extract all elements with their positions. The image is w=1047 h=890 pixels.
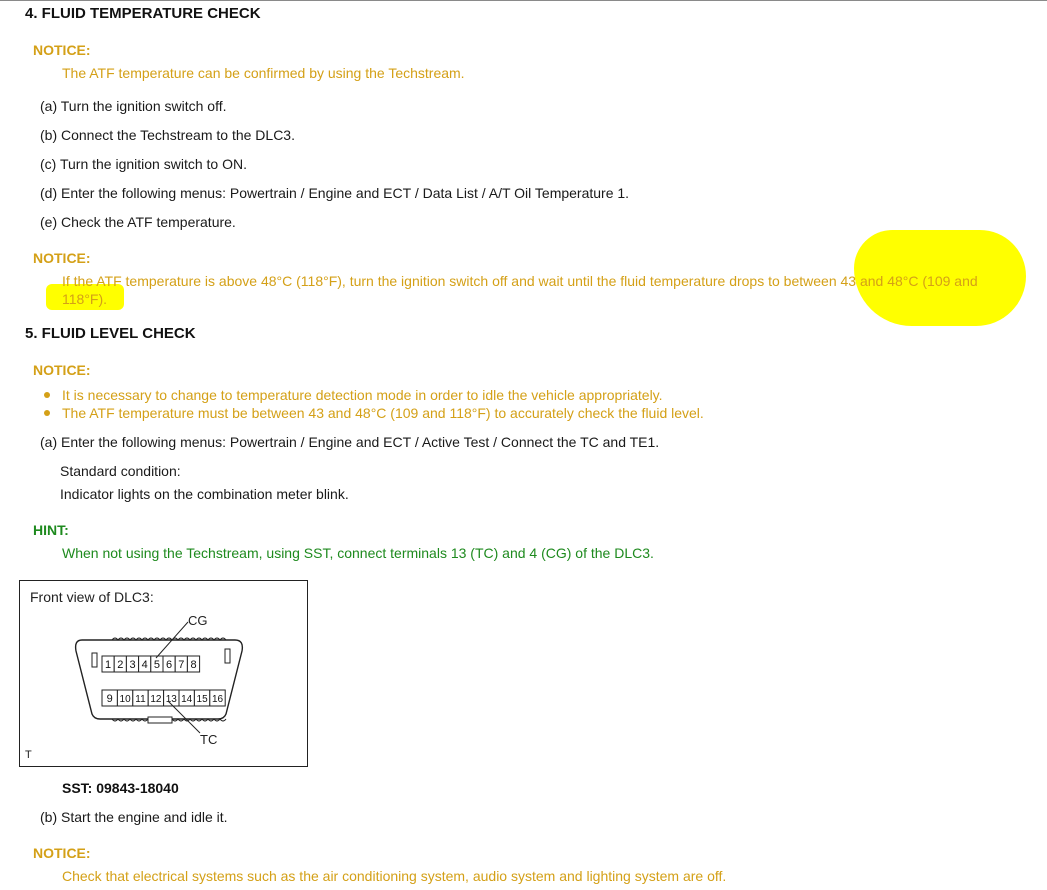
pin-number: 16 (211, 694, 224, 705)
dlc3-figure (19, 580, 308, 767)
step-a: (a) Enter the following menus: Powertrain / Engine and ECT / Active Test / Connect the TC and TE1. (40, 434, 660, 450)
dlc3-connector-drawing (20, 581, 307, 766)
pin-number: 8 (190, 659, 197, 671)
pin-number: 2 (117, 659, 124, 671)
notice-text-line-2: 118°F). (62, 291, 108, 307)
standard-condition-value: Indicator lights on the combination meter blink. (60, 486, 349, 502)
notice-bullet: The ATF temperature must be between 43 and 48°C (109 and 118°F) to accurately check the fluid level. (62, 405, 704, 421)
pin-number: 3 (129, 659, 136, 671)
bullet-icon (44, 410, 50, 416)
pin-number: 4 (141, 659, 148, 671)
hint-label: HINT: (33, 522, 69, 538)
step-d: (d) Enter the following menus: Powertrain / Engine and ECT / Data List / A/T Oil Temperature 1. (40, 185, 630, 201)
hint-text: When not using the Techstream, using SST, connect terminals 13 (TC) and 4 (CG) of the DLC3. (62, 545, 654, 561)
pin-number: 6 (166, 659, 173, 671)
pin-number: 11 (135, 694, 146, 705)
cg-label: CG (188, 613, 208, 628)
figure-title: Front view of DLC3: (30, 589, 154, 605)
pin-number: 12 (150, 694, 162, 705)
notice-label: NOTICE: (33, 362, 91, 378)
top-divider (0, 0, 1047, 1)
step-b: (b) Start the engine and idle it. (40, 809, 228, 825)
pin-number: 14 (181, 694, 193, 705)
notice-text: Check that electrical systems such as the air conditioning system, audio system and lighting system are off. (62, 868, 727, 884)
sst-number: SST: 09843-18040 (62, 780, 179, 796)
standard-condition-label: Standard condition: (60, 463, 181, 479)
figure-corner-mark: T (25, 749, 32, 761)
tc-label: TC (200, 732, 218, 747)
pin-number: 5 (153, 659, 160, 671)
step-c: (c) Turn the ignition switch to ON. (40, 156, 247, 172)
notice-text-line-1: If the ATF temperature is above 48°C (118°F), turn the ignition switch off and wait until the fluid temperature drops to between 43 and 48°C (109 and (62, 273, 978, 289)
pin-number: 1 (105, 659, 112, 671)
pin-number: 15 (196, 694, 208, 705)
connector-latch (92, 653, 97, 667)
notice-text: The ATF temperature can be confirmed by using the Techstream. (62, 65, 465, 81)
step-b: (b) Connect the Techstream to the DLC3. (40, 127, 295, 143)
bullet-icon (44, 392, 50, 398)
step-e: (e) Check the ATF temperature. (40, 214, 236, 230)
pin-number: 10 (119, 694, 131, 705)
pin-number: 7 (178, 659, 185, 671)
pin-number: 9 (106, 693, 113, 705)
top-pin-row (102, 656, 200, 672)
pin-number: 13 (165, 694, 177, 705)
connector-key (148, 717, 172, 723)
step-a: (a) Turn the ignition switch off. (40, 98, 227, 114)
notice-label: NOTICE: (33, 42, 91, 58)
connector-body (76, 640, 243, 719)
section-4-heading: 4. FLUID TEMPERATURE CHECK (25, 5, 261, 22)
connector-latch (225, 649, 230, 663)
notice-label: NOTICE: (33, 845, 91, 861)
bottom-pin-row (102, 690, 225, 706)
section-5-heading: 5. FLUID LEVEL CHECK (25, 325, 196, 342)
notice-label: NOTICE: (33, 250, 91, 266)
notice-bullet: It is necessary to change to temperature detection mode in order to idle the vehicle appropriately. (62, 387, 663, 403)
